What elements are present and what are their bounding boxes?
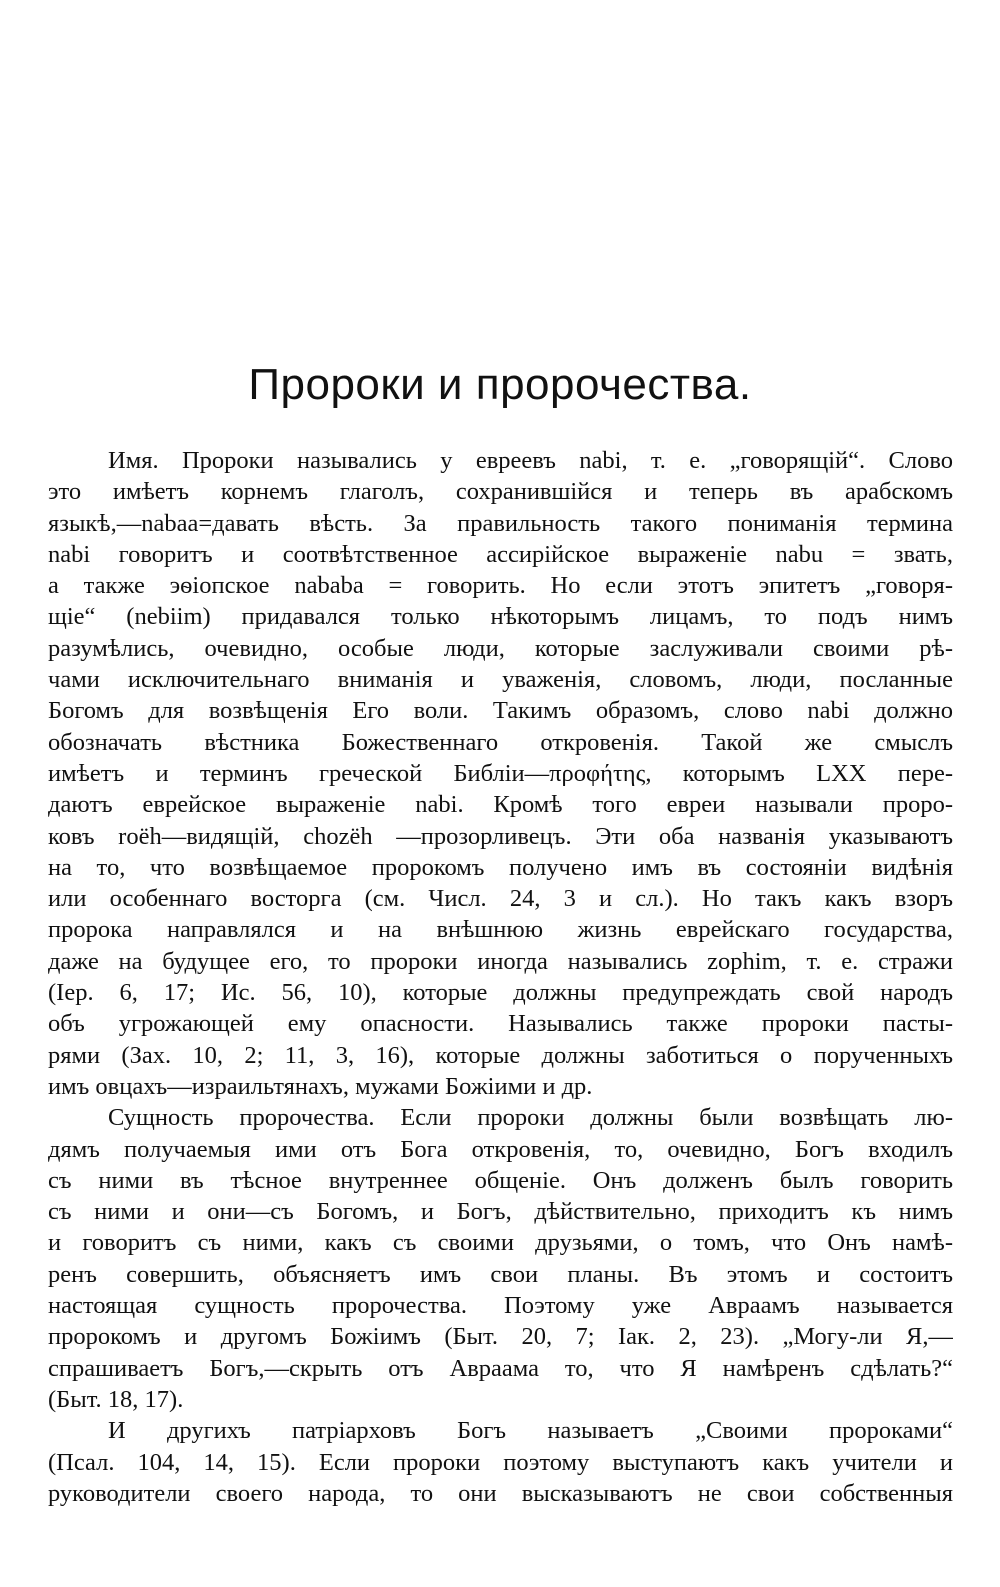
text-line: и говоритъ съ ними, какъ съ своими друзьями, о томъ, что Онъ намѣ- xyxy=(48,1229,953,1257)
text-line: пророкомъ и другомъ Божіимъ (Быт. 20, 7; Іак. 2, 23). „Могу-ли Я,— xyxy=(48,1323,953,1351)
text-line: (Псал. 104, 14, 15). Если пророки поэтому выступаютъ какъ учители и xyxy=(48,1448,953,1476)
text-line: языкѣ,—nabaa=давать вѣсть. За правильность такого пониманія термина xyxy=(48,509,953,537)
text-line: а также эѳіопское nababa = говорить. Но если этотъ эпитетъ „говоря- xyxy=(48,572,953,600)
text-line: съ ними въ тѣсное внутреннее общеніе. Онъ долженъ былъ говорить xyxy=(48,1166,953,1194)
text-line: nabi говоритъ и соотвѣтственное ассирійское выраженіе nabu = звать, xyxy=(48,540,953,568)
text-line: (Быт. 18, 17). xyxy=(48,1385,184,1413)
text-line: (Іер. 6, 17; Ис. 56, 10), которые должны предупреждать свой народъ xyxy=(48,979,953,1007)
text-line: даже на будущее его, то пророки иногда назывались zophim, т. е. стражи xyxy=(48,947,953,975)
text-line: Сущность пророчества. Если пророки должны были возвѣщать лю- xyxy=(108,1104,953,1132)
text-line: съ ними и они—съ Богомъ, и Богъ, дѣйствительно, приходитъ къ нимъ xyxy=(48,1198,953,1226)
text-line: щіе“ (nebiim) придавался только нѣкоторымъ лицамъ, то подъ нимъ xyxy=(48,603,953,631)
text-line: ковъ roëh—видящій, chozëh —прозорливецъ. Эти оба названія указываютъ xyxy=(48,822,953,850)
text-line: ренъ совершить, объясняетъ имъ свои планы. Въ этомъ и состоитъ xyxy=(48,1260,953,1288)
text-line: рями (Зах. 10, 2; 11, 3, 16), которые должны заботиться о порученныхъ xyxy=(48,1041,953,1069)
text-line: обозначать вѣстника Божественнаго откровенія. Такой же смыслъ xyxy=(48,728,953,756)
text-line: даютъ еврейское выраженіе nabi. Кромѣ того евреи называли проро- xyxy=(48,791,953,819)
page-title: Пророки и пророчества. xyxy=(248,360,752,409)
text-line: спрашиваетъ Богъ,—скрыть отъ Авраама то, что Я намѣренъ сдѣлать?“ xyxy=(48,1354,953,1382)
text-line: Имя. Пророки назывались у евреевъ nabi, т. е. „говорящій“. Слово xyxy=(108,447,953,474)
text-line: Богомъ для возвѣщенія Его воли. Такимъ образомъ, слово nabi должно xyxy=(48,697,953,725)
text-line: имъ овцахъ—израильтянахъ, мужами Божіими и др. xyxy=(48,1072,593,1100)
text-line: объ угрожающей ему опасности. Назывались также пророки пасты- xyxy=(48,1010,953,1038)
text-line: разумѣлись, очевидно, особые люди, которые заслуживали своими рѣ- xyxy=(48,634,953,662)
text-line: чами исключительнаго вниманія и уваженія, словомъ, люди, посланные xyxy=(48,666,953,694)
text-line: это имѣетъ корнемъ глаголъ, сохранившійся и теперь въ арабскомъ xyxy=(48,478,953,506)
text-line: имѣетъ и терминъ греческой Библіи—προφήτης, которымъ LXX пере- xyxy=(48,759,953,787)
text-line: настоящая сущность пророчества. Поэтому уже Авраамъ называется xyxy=(48,1292,953,1320)
text-line: или особеннаго восторга (см. Числ. 24, 3 и сл.). Но такъ какъ взоръ xyxy=(48,885,953,913)
text-line: руководители своего народа, то они высказываютъ не свои собственныя xyxy=(48,1479,953,1507)
body-text xyxy=(48,445,953,1509)
text-line: И другихъ патріарховъ Богъ называетъ „Своими пророками“ xyxy=(108,1417,953,1445)
text-line: пророка направлялся и на внѣшнюю жизнь еврейскаго государства, xyxy=(48,916,953,944)
text-line: на то, что возвѣщаемое пророкомъ получено имъ въ состояніи видѣнія xyxy=(48,853,953,881)
text-line: дямъ получаемыя ими отъ Бога откровенія, то, очевидно, Богъ входилъ xyxy=(48,1135,953,1163)
